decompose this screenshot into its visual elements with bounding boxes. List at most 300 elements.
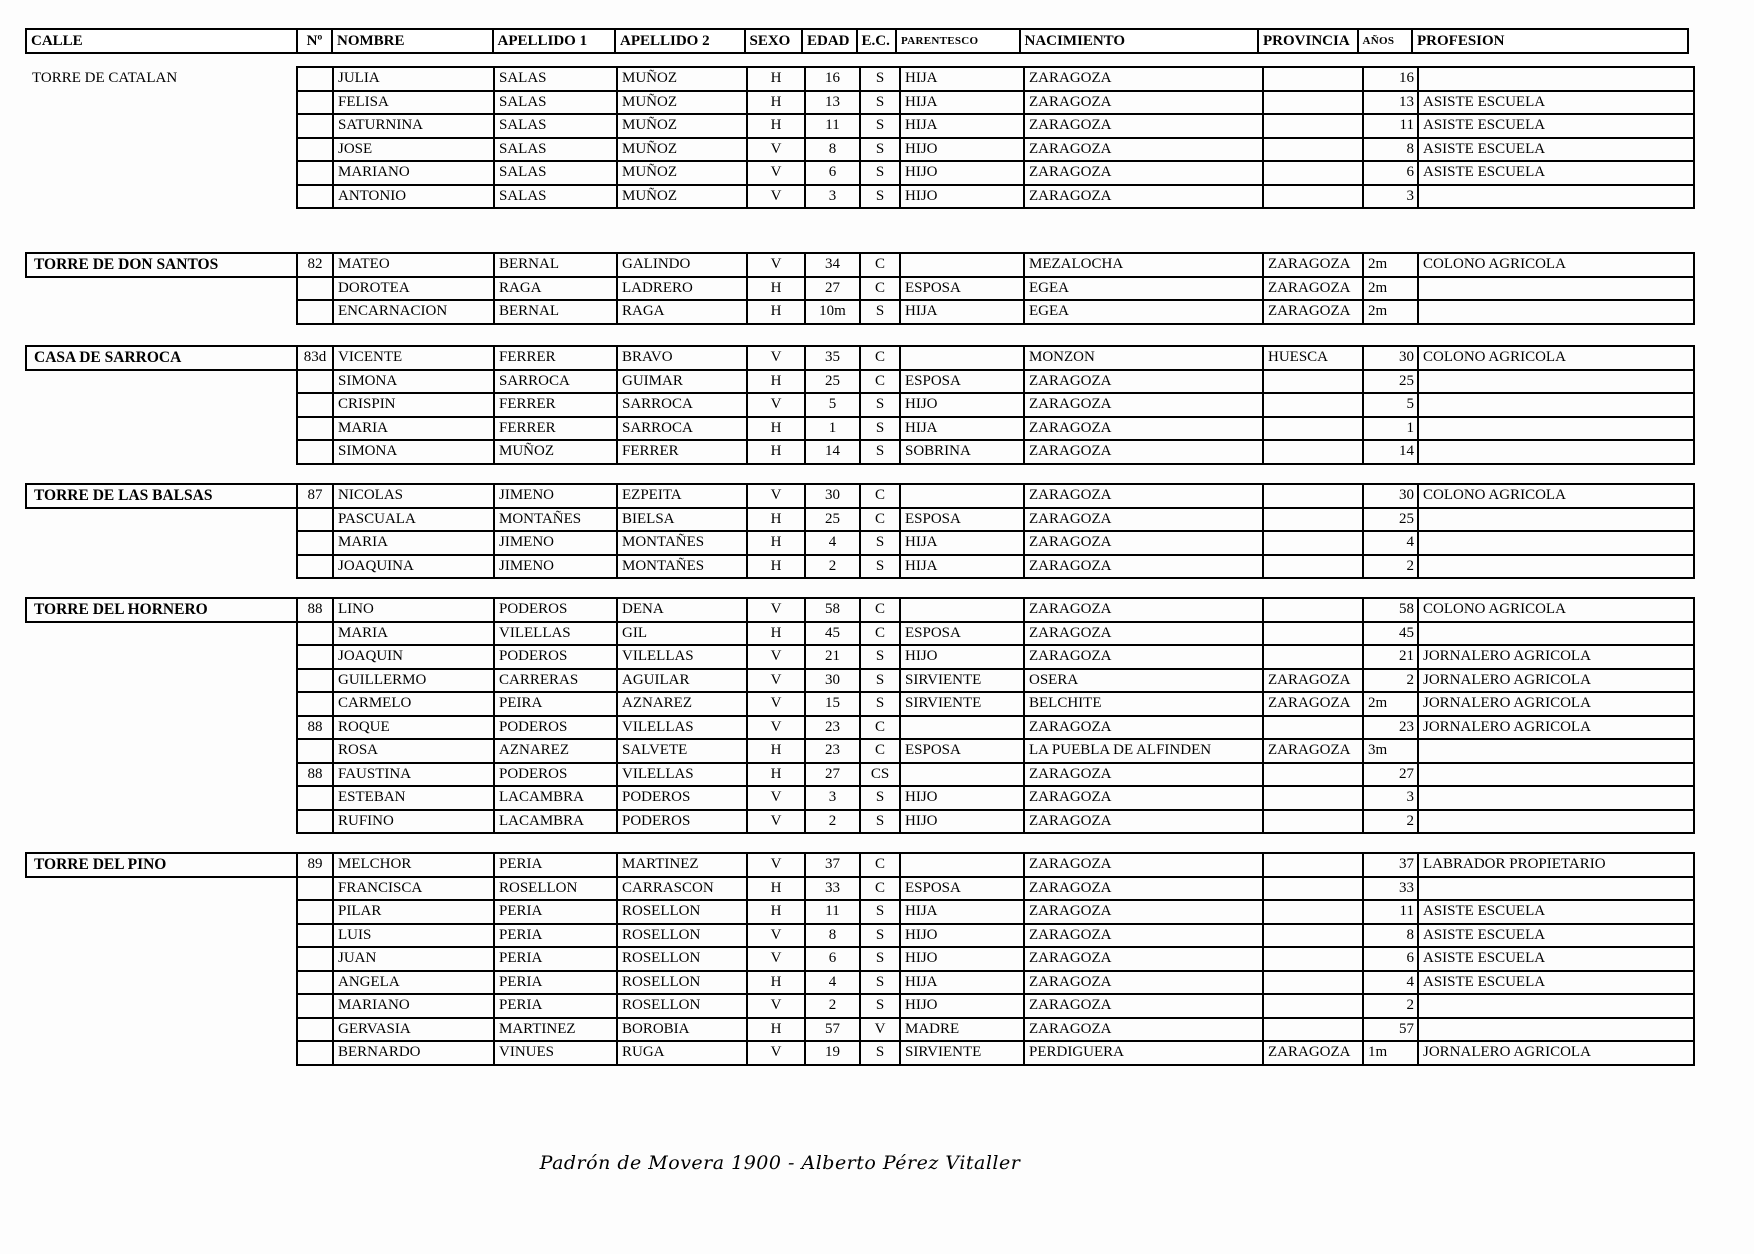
cell-nacimiento: PERDIGUERA <box>1023 1040 1264 1066</box>
cell-ec: C <box>859 852 901 878</box>
cell-nombre: MARIA <box>332 530 495 556</box>
table-row <box>25 946 1695 972</box>
table-row <box>25 644 1695 670</box>
cell-profesion: COLONO AGRICOLA <box>1417 597 1695 623</box>
cell-apellido1: PERIA <box>493 970 618 996</box>
cell-anos: 33 <box>1362 876 1419 902</box>
cell-apellido1: BERNAL <box>493 299 618 325</box>
cell-provincia <box>1262 852 1364 878</box>
calle-cell-empty <box>25 416 298 442</box>
street-group-label: TORRE DE DON SANTOS <box>25 252 298 278</box>
cell-provincia <box>1262 90 1364 116</box>
cell-apellido1: ROSELLON <box>493 876 618 902</box>
cell-sexo: V <box>746 785 806 811</box>
cell-apellido2: RAGA <box>616 299 748 325</box>
table-row <box>25 483 1695 509</box>
cell-apellido2: MUÑOZ <box>616 137 748 163</box>
cell-provincia: ZARAGOZA <box>1262 276 1364 302</box>
cell-profesion: ASISTE ESCUELA <box>1417 923 1695 949</box>
table-row <box>25 1017 1695 1043</box>
cell-numero <box>296 738 334 764</box>
cell-provincia <box>1262 113 1364 139</box>
cell-anos: 13 <box>1362 90 1419 116</box>
cell-parentesco: HIJO <box>899 644 1025 670</box>
cell-numero <box>296 785 334 811</box>
table-row <box>25 597 1695 623</box>
table-row <box>25 66 1695 92</box>
cell-parentesco: HIJO <box>899 137 1025 163</box>
cell-apellido1: FERRER <box>493 392 618 418</box>
cell-numero <box>296 369 334 395</box>
cell-apellido2: VILELLAS <box>616 762 748 788</box>
cell-nacimiento: ZARAGOZA <box>1023 137 1264 163</box>
cell-apellido1: MARTINEZ <box>493 1017 618 1043</box>
cell-nacimiento: ZARAGOZA <box>1023 507 1264 533</box>
cell-apellido1: JIMENO <box>493 530 618 556</box>
cell-profesion <box>1417 416 1695 442</box>
table-row <box>25 923 1695 949</box>
cell-parentesco: SIRVIENTE <box>899 1040 1025 1066</box>
cell-parentesco: HIJA <box>899 113 1025 139</box>
cell-profesion <box>1417 809 1695 835</box>
cell-numero: 83d <box>296 345 334 371</box>
cell-ec: C <box>859 621 901 647</box>
cell-sexo: H <box>746 876 806 902</box>
cell-edad: 27 <box>804 276 861 302</box>
cell-sexo: H <box>746 762 806 788</box>
cell-nombre: JOSE <box>332 137 495 163</box>
cell-nombre: SATURNINA <box>332 113 495 139</box>
cell-nacimiento: ZARAGOZA <box>1023 785 1264 811</box>
cell-parentesco: ESPOSA <box>899 876 1025 902</box>
cell-nacimiento: EGEA <box>1023 299 1264 325</box>
cell-apellido2: MONTAÑES <box>616 530 748 556</box>
cell-nombre: GERVASIA <box>332 1017 495 1043</box>
cell-edad: 58 <box>804 597 861 623</box>
cell-anos: 5 <box>1362 392 1419 418</box>
cell-anos: 57 <box>1362 1017 1419 1043</box>
cell-numero <box>296 993 334 1019</box>
cell-nacimiento: ZARAGOZA <box>1023 184 1264 210</box>
cell-sexo: V <box>746 1040 806 1066</box>
cell-parentesco <box>899 597 1025 623</box>
cell-anos: 21 <box>1362 644 1419 670</box>
table-row <box>25 90 1695 116</box>
cell-anos: 8 <box>1362 137 1419 163</box>
cell-sexo: V <box>746 809 806 835</box>
cell-provincia: ZARAGOZA <box>1262 738 1364 764</box>
cell-apellido2: MUÑOZ <box>616 113 748 139</box>
cell-numero <box>296 1040 334 1066</box>
cell-edad: 45 <box>804 621 861 647</box>
cell-parentesco: HIJA <box>899 299 1025 325</box>
table-row <box>25 276 1695 302</box>
cell-numero <box>296 809 334 835</box>
cell-provincia <box>1262 392 1364 418</box>
cell-ec: C <box>859 738 901 764</box>
cell-ec: S <box>859 691 901 717</box>
cell-provincia: ZARAGOZA <box>1262 691 1364 717</box>
cell-provincia <box>1262 946 1364 972</box>
table-row <box>25 668 1695 694</box>
table-row <box>25 970 1695 996</box>
cell-anos: 6 <box>1362 946 1419 972</box>
cell-anos: 2 <box>1362 993 1419 1019</box>
cell-nombre: LUIS <box>332 923 495 949</box>
column-header-parentesco: PARENTESCO <box>895 28 1021 54</box>
cell-nacimiento: ZARAGOZA <box>1023 809 1264 835</box>
cell-provincia: ZARAGOZA <box>1262 1040 1364 1066</box>
cell-parentesco <box>899 715 1025 741</box>
cell-apellido2: SARROCA <box>616 416 748 442</box>
cell-sexo: V <box>746 644 806 670</box>
street-group <box>25 66 1695 209</box>
column-header-nacimiento: NACIMIENTO <box>1019 28 1260 54</box>
cell-numero: 87 <box>296 483 334 509</box>
cell-nacimiento: ZARAGOZA <box>1023 416 1264 442</box>
cell-ec: S <box>859 299 901 325</box>
cell-edad: 4 <box>804 530 861 556</box>
cell-edad: 5 <box>804 392 861 418</box>
cell-provincia <box>1262 970 1364 996</box>
cell-sexo: V <box>746 852 806 878</box>
cell-edad: 10m <box>804 299 861 325</box>
cell-nombre: MARIA <box>332 416 495 442</box>
cell-numero <box>296 439 334 465</box>
cell-edad: 6 <box>804 160 861 186</box>
cell-anos: 3 <box>1362 785 1419 811</box>
cell-apellido2: MONTAÑES <box>616 554 748 580</box>
cell-profesion <box>1417 554 1695 580</box>
cell-profesion <box>1417 184 1695 210</box>
cell-profesion <box>1417 530 1695 556</box>
table-row <box>25 554 1695 580</box>
table-row <box>25 876 1695 902</box>
calle-cell-empty <box>25 299 298 325</box>
cell-ec: S <box>859 923 901 949</box>
table-row <box>25 762 1695 788</box>
cell-edad: 3 <box>804 785 861 811</box>
cell-provincia <box>1262 899 1364 925</box>
cell-anos: 11 <box>1362 899 1419 925</box>
cell-profesion: JORNALERO AGRICOLA <box>1417 1040 1695 1066</box>
cell-nombre: SIMONA <box>332 439 495 465</box>
cell-nombre: PILAR <box>332 899 495 925</box>
cell-ec: S <box>859 1040 901 1066</box>
cell-apellido1: PERIA <box>493 899 618 925</box>
cell-profesion: COLONO AGRICOLA <box>1417 483 1695 509</box>
cell-provincia <box>1262 554 1364 580</box>
cell-apellido2: AGUILAR <box>616 668 748 694</box>
calle-cell-empty <box>25 507 298 533</box>
cell-ec: C <box>859 715 901 741</box>
cell-ec: S <box>859 439 901 465</box>
table-row <box>25 160 1695 186</box>
cell-ec: C <box>859 369 901 395</box>
cell-edad: 15 <box>804 691 861 717</box>
cell-edad: 16 <box>804 66 861 92</box>
cell-anos: 4 <box>1362 530 1419 556</box>
cell-parentesco: HIJA <box>899 90 1025 116</box>
cell-sexo: H <box>746 554 806 580</box>
table-row <box>25 369 1695 395</box>
cell-numero <box>296 66 334 92</box>
cell-parentesco: HIJA <box>899 66 1025 92</box>
cell-sexo: H <box>746 899 806 925</box>
cell-anos: 1m <box>1362 1040 1419 1066</box>
cell-nacimiento: BELCHITE <box>1023 691 1264 717</box>
cell-nacimiento: ZARAGOZA <box>1023 762 1264 788</box>
cell-anos: 30 <box>1362 483 1419 509</box>
cell-sexo: H <box>746 369 806 395</box>
cell-nacimiento: ZARAGOZA <box>1023 483 1264 509</box>
cell-nacimiento: ZARAGOZA <box>1023 597 1264 623</box>
calle-cell-empty <box>25 644 298 670</box>
cell-parentesco: HIJO <box>899 809 1025 835</box>
column-header-nombre: NOMBRE <box>331 28 494 54</box>
cell-parentesco: HIJA <box>899 416 1025 442</box>
table-row <box>25 439 1695 465</box>
cell-parentesco: HIJO <box>899 993 1025 1019</box>
cell-anos: 6 <box>1362 160 1419 186</box>
cell-edad: 25 <box>804 369 861 395</box>
cell-ec: V <box>859 1017 901 1043</box>
cell-anos: 2m <box>1362 276 1419 302</box>
cell-provincia <box>1262 644 1364 670</box>
cell-provincia <box>1262 507 1364 533</box>
cell-edad: 1 <box>804 416 861 442</box>
street-group <box>25 483 1695 579</box>
cell-sexo: V <box>746 160 806 186</box>
cell-profesion: ASISTE ESCUELA <box>1417 113 1695 139</box>
cell-nombre: ROQUE <box>332 715 495 741</box>
cell-edad: 25 <box>804 507 861 533</box>
cell-nacimiento: ZARAGOZA <box>1023 66 1264 92</box>
cell-numero <box>296 299 334 325</box>
cell-apellido1: LACAMBRA <box>493 809 618 835</box>
cell-sexo: H <box>746 621 806 647</box>
cell-nacimiento: ZARAGOZA <box>1023 970 1264 996</box>
cell-profesion <box>1417 785 1695 811</box>
cell-apellido1: PERIA <box>493 923 618 949</box>
cell-ec: S <box>859 530 901 556</box>
cell-nombre: RUFINO <box>332 809 495 835</box>
cell-nacimiento: ZARAGOZA <box>1023 876 1264 902</box>
cell-parentesco <box>899 762 1025 788</box>
cell-numero <box>296 899 334 925</box>
cell-apellido2: ROSELLON <box>616 946 748 972</box>
cell-numero: 88 <box>296 715 334 741</box>
calle-cell-empty <box>25 369 298 395</box>
cell-numero <box>296 621 334 647</box>
cell-sexo: H <box>746 530 806 556</box>
cell-profesion <box>1417 392 1695 418</box>
cell-provincia <box>1262 762 1364 788</box>
cell-ec: C <box>859 345 901 371</box>
cell-nombre: JOAQUIN <box>332 644 495 670</box>
calle-cell-empty <box>25 785 298 811</box>
cell-anos: 27 <box>1362 762 1419 788</box>
cell-ec: S <box>859 416 901 442</box>
cell-parentesco: ESPOSA <box>899 507 1025 533</box>
cell-sexo: V <box>746 184 806 210</box>
cell-provincia: ZARAGOZA <box>1262 299 1364 325</box>
cell-numero <box>296 876 334 902</box>
cell-numero <box>296 554 334 580</box>
cell-numero <box>296 668 334 694</box>
cell-sexo: V <box>746 483 806 509</box>
cell-nombre: NICOLAS <box>332 483 495 509</box>
cell-nacimiento: MEZALOCHA <box>1023 252 1264 278</box>
cell-sexo: V <box>746 252 806 278</box>
cell-numero <box>296 946 334 972</box>
cell-edad: 57 <box>804 1017 861 1043</box>
cell-nacimiento: ZARAGOZA <box>1023 554 1264 580</box>
calle-cell-empty <box>25 184 298 210</box>
calle-cell-empty <box>25 554 298 580</box>
cell-ec: C <box>859 252 901 278</box>
cell-apellido1: SALAS <box>493 160 618 186</box>
cell-sexo: H <box>746 1017 806 1043</box>
cell-profesion <box>1417 1017 1695 1043</box>
calle-cell-empty <box>25 1040 298 1066</box>
cell-parentesco: HIJA <box>899 970 1025 996</box>
cell-edad: 37 <box>804 852 861 878</box>
cell-apellido2: GIL <box>616 621 748 647</box>
cell-provincia: ZARAGOZA <box>1262 668 1364 694</box>
cell-sexo: H <box>746 276 806 302</box>
cell-provincia <box>1262 785 1364 811</box>
column-header-apellido1: APELLIDO 1 <box>492 28 617 54</box>
cell-profesion: JORNALERO AGRICOLA <box>1417 644 1695 670</box>
cell-sexo: H <box>746 299 806 325</box>
cell-nombre: FELISA <box>332 90 495 116</box>
cell-provincia <box>1262 530 1364 556</box>
cell-apellido1: PERIA <box>493 946 618 972</box>
cell-profesion: COLONO AGRICOLA <box>1417 345 1695 371</box>
cell-nacimiento: ZARAGOZA <box>1023 621 1264 647</box>
cell-apellido2: ROSELLON <box>616 899 748 925</box>
cell-nombre: MATEO <box>332 252 495 278</box>
cell-ec: S <box>859 946 901 972</box>
cell-ec: S <box>859 160 901 186</box>
cell-profesion <box>1417 299 1695 325</box>
cell-apellido1: JIMENO <box>493 554 618 580</box>
calle-cell-empty <box>25 113 298 139</box>
cell-edad: 21 <box>804 644 861 670</box>
cell-anos: 3 <box>1362 184 1419 210</box>
cell-nacimiento: ZARAGOZA <box>1023 439 1264 465</box>
cell-provincia <box>1262 439 1364 465</box>
cell-parentesco <box>899 252 1025 278</box>
cell-numero <box>296 530 334 556</box>
cell-numero: 88 <box>296 762 334 788</box>
street-group-label: TORRE DE LAS BALSAS <box>25 483 298 509</box>
cell-parentesco: HIJO <box>899 923 1025 949</box>
cell-apellido1: PEIRA <box>493 691 618 717</box>
cell-profesion <box>1417 66 1695 92</box>
cell-numero <box>296 160 334 186</box>
cell-edad: 2 <box>804 993 861 1019</box>
cell-sexo: H <box>746 439 806 465</box>
cell-edad: 30 <box>804 483 861 509</box>
cell-nacimiento: ZARAGOZA <box>1023 852 1264 878</box>
cell-nombre: CARMELO <box>332 691 495 717</box>
cell-apellido1: AZNAREZ <box>493 738 618 764</box>
cell-nacimiento: ZARAGOZA <box>1023 644 1264 670</box>
cell-nacimiento: ZARAGOZA <box>1023 113 1264 139</box>
cell-sexo: H <box>746 113 806 139</box>
calle-cell-empty <box>25 946 298 972</box>
cell-anos: 2 <box>1362 809 1419 835</box>
street-group-label: TORRE DEL PINO <box>25 852 298 878</box>
cell-sexo: V <box>746 668 806 694</box>
cell-apellido2: VILELLAS <box>616 644 748 670</box>
table-row <box>25 852 1695 878</box>
cell-nacimiento: ZARAGOZA <box>1023 530 1264 556</box>
cell-numero <box>296 392 334 418</box>
cell-apellido2: BOROBIA <box>616 1017 748 1043</box>
cell-profesion: ASISTE ESCUELA <box>1417 946 1695 972</box>
cell-provincia: HUESCA <box>1262 345 1364 371</box>
cell-parentesco <box>899 852 1025 878</box>
cell-anos: 2m <box>1362 691 1419 717</box>
cell-apellido2: ROSELLON <box>616 970 748 996</box>
cell-apellido2: PODEROS <box>616 809 748 835</box>
column-header-profesion: PROFESION <box>1411 28 1689 54</box>
cell-apellido1: VILELLAS <box>493 621 618 647</box>
calle-cell-empty <box>25 970 298 996</box>
cell-edad: 8 <box>804 137 861 163</box>
cell-profesion: ASISTE ESCUELA <box>1417 160 1695 186</box>
cell-profesion: JORNALERO AGRICOLA <box>1417 715 1695 741</box>
cell-sexo: H <box>746 970 806 996</box>
cell-anos: 1 <box>1362 416 1419 442</box>
column-header-numero: Nº <box>296 28 334 54</box>
calle-cell-empty <box>25 876 298 902</box>
cell-parentesco: ESPOSA <box>899 369 1025 395</box>
table-row <box>25 113 1695 139</box>
cell-ec: C <box>859 597 901 623</box>
cell-ec: S <box>859 184 901 210</box>
street-group <box>25 852 1695 1066</box>
cell-anos: 37 <box>1362 852 1419 878</box>
cell-ec: S <box>859 970 901 996</box>
calle-cell-empty <box>25 621 298 647</box>
cell-profesion: JORNALERO AGRICOLA <box>1417 668 1695 694</box>
cell-provincia <box>1262 416 1364 442</box>
calle-cell-empty <box>25 90 298 116</box>
cell-nacimiento: ZARAGOZA <box>1023 90 1264 116</box>
cell-apellido2: DENA <box>616 597 748 623</box>
cell-provincia <box>1262 923 1364 949</box>
cell-sexo: H <box>746 416 806 442</box>
cell-profesion <box>1417 369 1695 395</box>
cell-provincia <box>1262 66 1364 92</box>
cell-numero <box>296 90 334 116</box>
cell-sexo: H <box>746 507 806 533</box>
cell-nombre: MARIANO <box>332 160 495 186</box>
cell-apellido1: PODEROS <box>493 597 618 623</box>
cell-edad: 2 <box>804 554 861 580</box>
table-row <box>25 691 1695 717</box>
cell-profesion <box>1417 876 1695 902</box>
table-row <box>25 993 1695 1019</box>
cell-apellido2: VILELLAS <box>616 715 748 741</box>
cell-anos: 25 <box>1362 369 1419 395</box>
table-row <box>25 416 1695 442</box>
cell-edad: 35 <box>804 345 861 371</box>
